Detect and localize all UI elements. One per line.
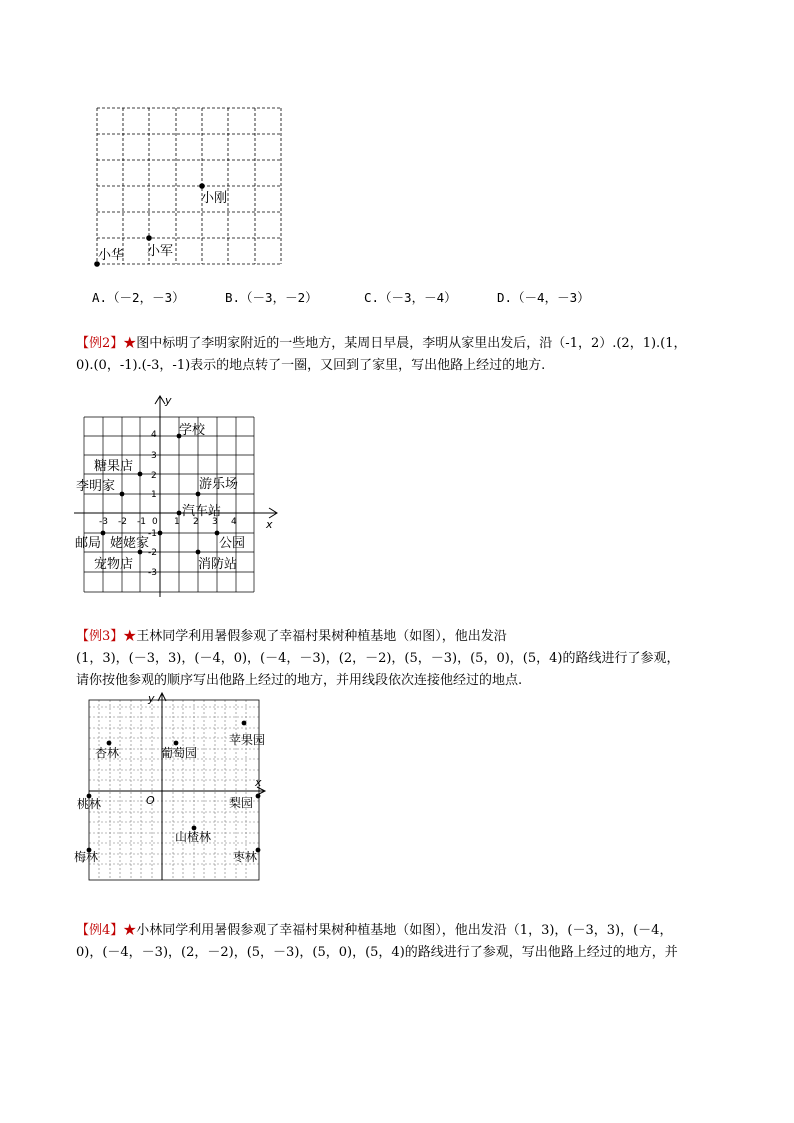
axis-x-label: x	[266, 518, 273, 531]
figure-1-grid	[88, 100, 288, 272]
label-liming-home: 李明家	[76, 479, 116, 494]
y-tick: 2	[151, 471, 157, 481]
x-tick: 0	[152, 517, 158, 527]
point-xiaogang	[199, 183, 205, 189]
example-2-tag: 【例2】	[76, 336, 124, 351]
star-icon: ★	[123, 336, 137, 351]
x-tick: -2	[118, 517, 127, 527]
label-liyuan: 梨园	[229, 796, 254, 810]
example-4-text	[76, 920, 678, 964]
y-tick: 1	[151, 490, 157, 500]
label-candy-store: 糖果店	[94, 459, 134, 474]
point-putaoyuan	[174, 741, 179, 746]
x-tick: 2	[193, 517, 199, 527]
point-post-office	[101, 531, 106, 536]
axis-y-label: y	[148, 692, 155, 705]
label-zaolin: 枣林	[233, 850, 258, 864]
point-grandma-home	[158, 531, 163, 536]
choice-b: B.（－3，－2）	[225, 290, 318, 305]
label-bus-station: 汽车站	[182, 504, 222, 519]
axis-x-label: x	[255, 776, 262, 789]
star-icon: ★	[123, 923, 137, 938]
label-pingguoyuan: 苹果园	[229, 733, 266, 747]
example-3-tag: 【例3】	[76, 629, 124, 644]
label-amusement-park: 游乐场	[199, 477, 239, 492]
example-3-line-3: 请你按他参观的顺序写出他路上经过的地方，并用线段依次连接他经过的地点.	[76, 673, 523, 688]
x-tick: 4	[231, 517, 237, 527]
origin-label: O	[146, 794, 155, 807]
figure-2-coordinate-map	[72, 392, 287, 597]
point-park	[215, 531, 220, 536]
axis-y-label: y	[165, 394, 172, 407]
choice-d: D.（－4，－3）	[497, 290, 590, 305]
example-4-line-1: 小林同学利用暑假参观了幸福村果树种植基地（如图），他出发沿（1，3)，(－3，3)，(－4，	[136, 923, 673, 938]
label-putaoyuan: 葡萄园	[161, 746, 198, 760]
point-liyuan	[256, 794, 261, 799]
point-fire-station	[196, 550, 201, 555]
star-icon: ★	[123, 629, 137, 644]
label-xiaojun: 小军	[147, 244, 174, 259]
label-shanzhalin: 山楂林	[175, 830, 212, 844]
point-xiaojun	[146, 235, 152, 241]
choice-a: A.（－2，－3）	[92, 290, 185, 305]
label-grandma-home: 姥姥家	[110, 536, 150, 551]
point-pingguoyuan	[242, 721, 247, 726]
label-xiaohua: 小华	[98, 248, 125, 263]
example-2-line-1: 图中标明了李明家附近的一些地方，某周日早晨，李明从家里出发后，沿（-1，2）.(2，1).(1，	[136, 336, 687, 351]
y-tick: -2	[148, 548, 157, 558]
y-tick: 4	[151, 430, 157, 440]
point-xinglin	[107, 741, 112, 746]
label-school: 学校	[179, 423, 206, 438]
label-taolin: 桃林	[77, 797, 102, 811]
example-4-line-2: 0)，(－4，－3)，(2，－2)，(5，－3)，(5，0)，(5，4)的路线进行了参观，写出他路上经过的地方，并	[76, 945, 678, 960]
y-tick: -1	[148, 529, 157, 539]
y-tick: 3	[151, 451, 157, 461]
label-xinglin: 杏林	[95, 746, 120, 760]
figure-3-orchard-map	[72, 690, 287, 885]
example-3-line-1: 王林同学利用暑假参观了幸福村果树种植基地（如图），他出发沿	[136, 629, 507, 644]
example-3-line-2: (1，3)，(－3，3)，(－4，0)，(－4，－3)，(2，－2)，(5，－3)，(5，0)，(5，4)的路线进行了参观，	[76, 651, 680, 666]
label-meilin: 梅林	[74, 850, 99, 864]
point-candy-store	[138, 472, 143, 477]
x-tick: -3	[99, 517, 108, 527]
label-post-office: 邮局	[75, 536, 102, 551]
label-fire-station: 消防站	[198, 557, 238, 572]
example-4-tag: 【例4】	[76, 923, 124, 938]
label-pet-store: 宠物店	[94, 557, 134, 572]
choice-c: C.（－3，－4）	[364, 290, 457, 305]
x-tick: -1	[137, 517, 146, 527]
label-park: 公园	[219, 536, 246, 551]
label-xiaogang: 小刚	[201, 191, 228, 206]
example-2-line-2: 0).(0，-1).(-3，-1)表示的地点转了一圈，又回到了家里，写出他路上经过的地方.	[76, 358, 546, 373]
example-3-text	[76, 626, 680, 692]
x-tick: 3	[212, 517, 218, 527]
point-liming-home	[120, 492, 125, 497]
example-2-text	[76, 333, 687, 377]
point-amusement-park	[196, 492, 201, 497]
point-bus-station	[177, 511, 182, 516]
y-tick: -3	[148, 568, 157, 578]
x-tick: 1	[174, 517, 180, 527]
